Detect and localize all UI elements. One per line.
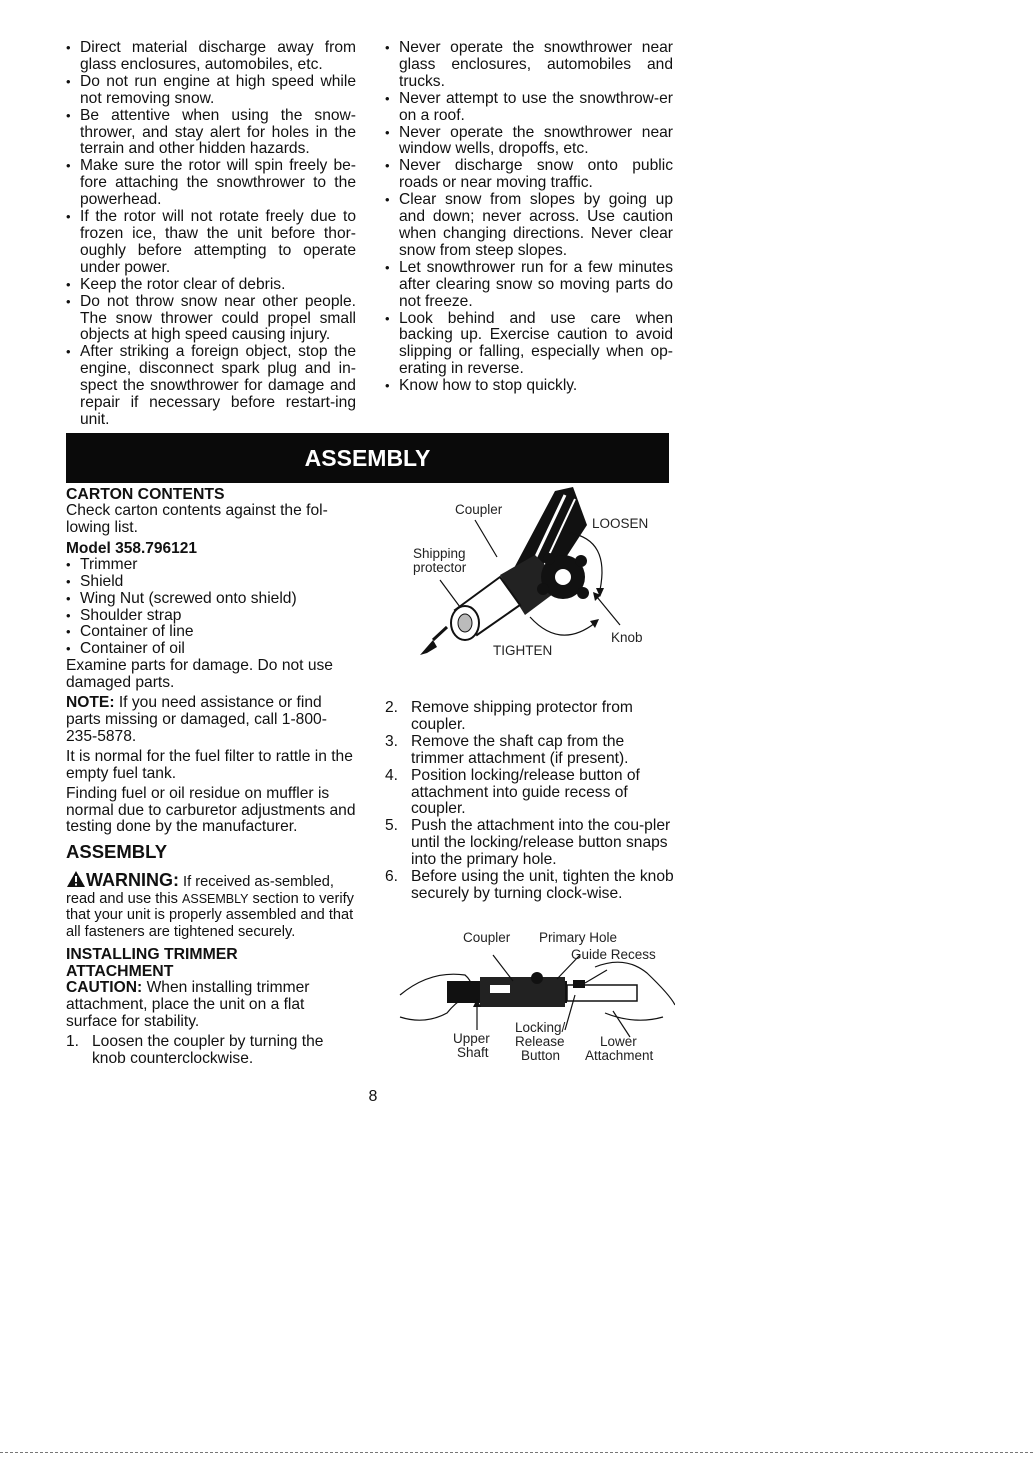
coupler-label: Coupler <box>455 502 503 517</box>
step-number: 4. <box>385 766 399 784</box>
installing-heading-line1: INSTALLING TRIMMER <box>66 946 238 964</box>
attachment-figure <box>385 925 675 1075</box>
coupler-label: Coupler <box>463 930 511 945</box>
step-number: 3. <box>385 732 399 750</box>
examine-text: Examine parts for damage. Do not use damaged parts. <box>66 657 333 692</box>
list-item: • Never attempt to use the snowthrow-er on a roof. <box>385 91 673 125</box>
warning-text-pre: If received as-sembled, read and use this <box>66 874 334 907</box>
safety-list-left <box>66 40 356 429</box>
list-item: • Keep the rotor clear of debris. <box>66 277 356 294</box>
step-text: Remove shipping protector from coupler. <box>411 699 633 733</box>
list-item: • Let snowthrower run for a few minutes after clearing snow so moving parts do not freeze. <box>385 260 673 311</box>
list-item: • Do not throw snow near other people. The snow thrower could propel small objects at high speed causing injury. <box>66 294 356 345</box>
warning-text-caps: ASSEMBLY <box>182 891 249 906</box>
step-item <box>385 869 675 903</box>
list-item: • Look behind and use care when backing up. Exercise caution to avoid slipping or falling, especially when op-erating in reverse. <box>385 311 673 379</box>
list-item: • Container of line <box>66 624 356 641</box>
shaft-label: Shaft <box>457 1045 489 1060</box>
caution-text: When installing trimmer attachment, place the unit on a flat surface for stability. <box>66 979 310 1031</box>
knob-label: Knob <box>611 630 643 645</box>
step-text: Push the attachment into the cou-pler until the locking/release button snaps into the primary hole. <box>411 817 671 869</box>
step-item <box>385 768 675 819</box>
list-item: • Never discharge snow onto public roads or near moving traffic. <box>385 158 673 192</box>
caution-paragraph <box>66 980 356 1031</box>
list-item: • Make sure the rotor will spin freely be-fore attaching the snowthrower to the powerhead. <box>66 158 356 209</box>
warning-text-post: section to verify that your unit is properly assembled and that all fasteners are tightened securely. <box>66 890 354 940</box>
list-item: • Know how to stop quickly. <box>385 378 673 395</box>
upper-label: Upper <box>453 1031 490 1046</box>
list-item: • Do not run engine at high speed while not removing snow. <box>66 74 356 108</box>
lower-left-column <box>66 486 356 1068</box>
release-label: Release <box>515 1034 565 1049</box>
list-item: • Wing Nut (screwed onto shield) <box>66 591 356 608</box>
protector-label: protector <box>413 560 467 575</box>
button-label: Button <box>521 1048 561 1063</box>
warning-icon <box>66 870 86 888</box>
note-paragraph <box>66 695 356 746</box>
carton-contents-heading: CARTON CONTENTS <box>66 486 225 503</box>
step-item <box>66 1034 356 1068</box>
assembly-heading: ASSEMBLY <box>66 841 168 863</box>
loosen-label: LOOSEN <box>592 516 649 531</box>
note-label: NOTE: <box>66 694 115 712</box>
guide-recess-label: Guide Recess <box>571 947 656 962</box>
residue-text: Finding fuel or oil residue on muffler is normal due to carburetor adjustments and testing done by the manufacturer. <box>66 784 356 836</box>
step-text: Remove the shaft cap from the trimmer attachment (if present). <box>411 732 629 767</box>
fuel-filter-text: It is normal for the fuel filter to rattle in the empty fuel tank. <box>66 747 353 782</box>
step-number: 1. <box>66 1033 80 1051</box>
step-item <box>385 700 675 734</box>
steps-list-left <box>66 1034 356 1068</box>
bottom-divider <box>0 1452 1033 1453</box>
safety-list-right <box>385 40 673 395</box>
list-item: • Container of oil <box>66 641 356 658</box>
list-item: • After striking a foreign object, stop the engine, disconnect spark plug and in-spect the snowthrower for damage and repair if necessary before restart-ing unit. <box>66 344 356 429</box>
step-text: Before using the unit, tighten the knob securely by turning clock-wise. <box>411 868 674 902</box>
caution-label: CAUTION: <box>66 979 143 997</box>
primary-hole-label: Primary Hole <box>539 930 618 945</box>
lower-right-column <box>385 700 675 903</box>
list-item: • Never operate the snowthrower near glass enclosures, automobiles and trucks. <box>385 40 673 91</box>
carton-intro: Check carton contents against the fol-lowing list. <box>66 502 328 536</box>
list-item: • Never operate the snowthrower near window wells, dropoffs, etc. <box>385 125 673 159</box>
list-item: • Be attentive when using the snow-thrower, and stay alert for holes in the terrain and other hidden hazards. <box>66 108 356 159</box>
step-item <box>385 818 675 869</box>
list-item: • Clear snow from slopes by going up and down; never across. Use caution when changing directions. Never clear snow from steep slopes. <box>385 192 673 260</box>
top-left-column <box>66 40 356 429</box>
steps-list-right <box>385 700 675 903</box>
page-number: 8 <box>368 1088 378 1105</box>
step-text: Position locking/release button of attachment into guide recess of coupler. <box>411 766 640 818</box>
list-item: • Shoulder strap <box>66 608 356 625</box>
top-right-column <box>385 40 673 395</box>
carton-items-list <box>66 557 356 658</box>
list-item: • Shield <box>66 574 356 591</box>
tighten-label: TIGHTEN <box>493 643 553 658</box>
coupler-figure <box>385 485 675 675</box>
list-item: • If the rotor will not rotate freely due to frozen ice, thaw the unit before thor-oughly before attempting to operate under power. <box>66 209 356 277</box>
step-number: 6. <box>385 868 399 886</box>
model-number: Model 358.796121 <box>66 539 197 557</box>
attachment-label: Attachment <box>585 1048 654 1063</box>
step-item <box>385 734 675 768</box>
locking-label: Locking/ <box>515 1020 566 1035</box>
warning-label: WARNING: <box>86 870 179 891</box>
installing-heading-line2: ATTACHMENT <box>66 963 174 981</box>
lower-label: Lower <box>600 1034 637 1049</box>
step-number: 2. <box>385 699 399 716</box>
list-item: • Direct material discharge away from glass enclosures, automobiles, etc. <box>66 40 356 74</box>
list-item: • Trimmer <box>66 557 356 574</box>
warning-paragraph <box>66 870 356 940</box>
section-banner: ASSEMBLY <box>66 433 669 483</box>
note-text: If you need assistance or find parts missing or damaged, call 1-800-235-5878. <box>66 694 327 745</box>
step-text: Loosen the coupler by turning the knob counterclockwise. <box>92 1033 324 1067</box>
step-number: 5. <box>385 817 399 835</box>
shipping-label: Shipping <box>413 546 466 561</box>
